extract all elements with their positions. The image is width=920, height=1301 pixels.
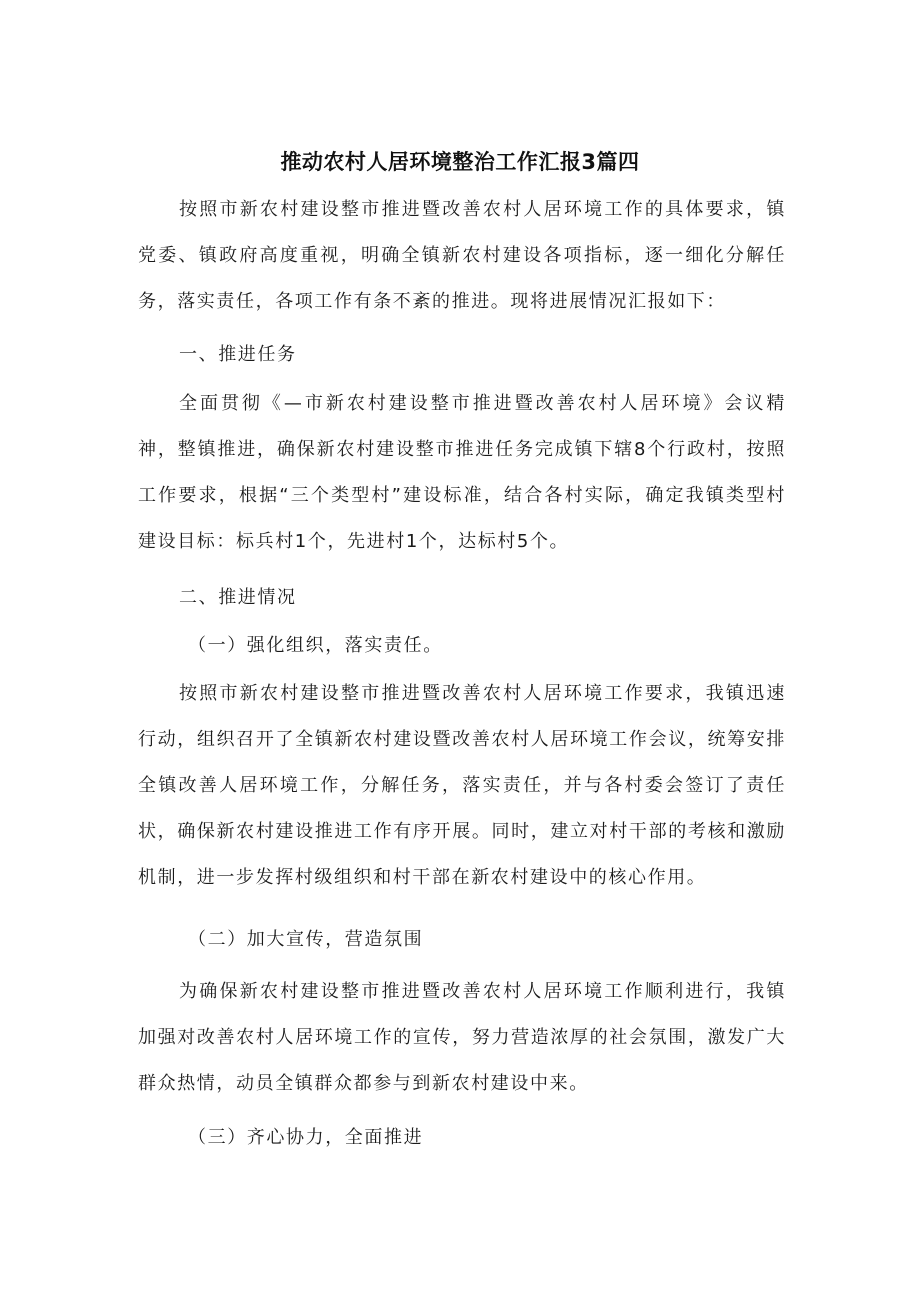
organization-paragraph: 按照市新农村建设整市推进暨改善农村人居环境工作要求，我镇迅速行动，组织召开了全镇新农村建设暨改善农村人居环境工作会议，统筹安排全镇改善人居环境工作，分解任务，落实责任，并与各村委会签订了责任状，确保新农村建设推进工作有序开展。同时，建立对村干部的考核和激励机制，进一步发挥村级组织和村干部在新农村建设中的核心作用。 bbox=[138, 683, 786, 888]
subheading-publicity: （二）加大宣传，营造氛围 bbox=[188, 929, 424, 950]
section-heading-tasks: 一、推进任务 bbox=[179, 344, 297, 365]
subheading-organization: （一）强化组织，落实责任。 bbox=[188, 635, 443, 656]
subheading-cooperation: （三）齐心协力，全面推进 bbox=[188, 1127, 424, 1148]
tasks-paragraph: 全面贯彻《—市新农村建设整市推进暨改善农村人居环境》会议精神，整镇推进，确保新农村建设整市推进任务完成镇下辖8个行政村，按照工作要求，根据“三个类型村”建设标准，结合各村实际，确定我镇类型村建设目标：标兵村1个，先进村1个，达标村5个。 bbox=[138, 393, 786, 552]
publicity-paragraph: 为确保新农村建设整市推进暨改善农村人居环境工作顺利进行，我镇加强对改善农村人居环境工作的宣传，努力营造浓厚的社会氛围，激发广大群众热情，动员全镇群众都参与到新农村建设中来。 bbox=[138, 981, 786, 1094]
section-heading-progress: 二、推进情况 bbox=[179, 587, 297, 608]
document-title: 推动农村人居环境整治工作汇报3篇四 bbox=[280, 150, 640, 174]
intro-paragraph: 按照市新农村建设整市推进暨改善农村人居环境工作的具体要求，镇党委、镇政府高度重视，明确全镇新农村建设各项指标，逐一细化分解任务，落实责任，各项工作有条不紊的推进。现将进展情况汇报如下： bbox=[138, 199, 786, 312]
